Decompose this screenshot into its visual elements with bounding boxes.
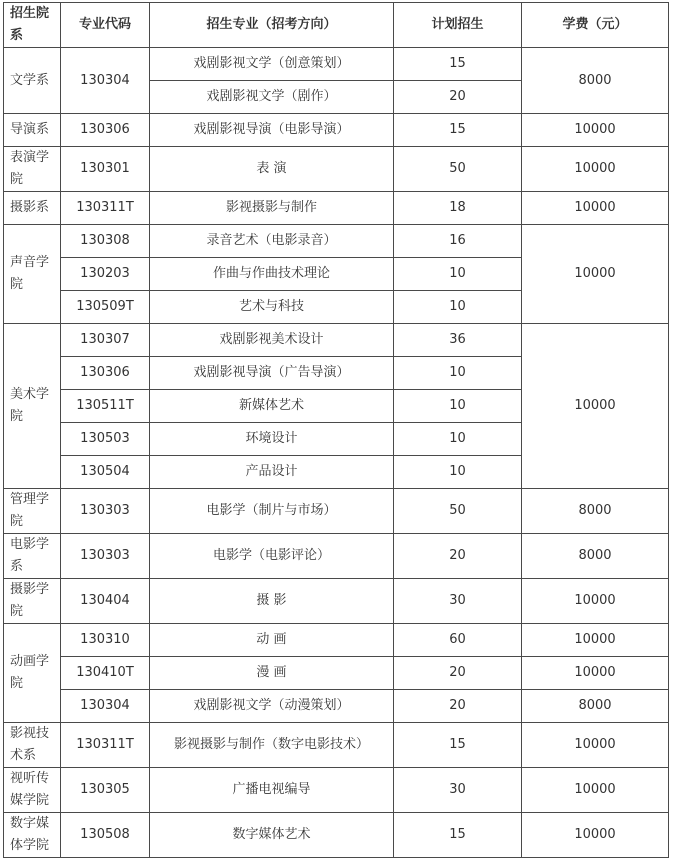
table-row — [4, 723, 669, 768]
major-name-cell: 漫 画 — [150, 657, 394, 690]
fee-cell: 10000 — [522, 114, 669, 147]
major-code-cell: 130311T — [61, 192, 150, 225]
plan-cell: 20 — [394, 81, 522, 114]
department-cell: 文学系 — [4, 48, 61, 114]
header-row — [4, 3, 669, 48]
major-code-cell: 130310 — [61, 624, 150, 657]
header-fee: 学费（元） — [522, 3, 669, 48]
major-name-cell: 戏剧影视文学（动漫策划） — [150, 690, 394, 723]
table-row — [4, 48, 669, 81]
plan-cell: 10 — [394, 357, 522, 390]
fee-cell: 10000 — [522, 225, 669, 324]
major-name-cell: 戏剧影视文学（创意策划） — [150, 48, 394, 81]
plan-cell: 10 — [394, 390, 522, 423]
major-code-cell: 130304 — [61, 48, 150, 114]
table-row — [4, 768, 669, 813]
major-name-cell: 电影学（制片与市场） — [150, 489, 394, 534]
fee-cell: 10000 — [522, 768, 669, 813]
table-row — [4, 579, 669, 624]
table-row — [4, 534, 669, 579]
major-name-cell: 动 画 — [150, 624, 394, 657]
department-cell: 影视技术系 — [4, 723, 61, 768]
department-cell: 数字媒体学院 — [4, 813, 61, 858]
plan-cell: 16 — [394, 225, 522, 258]
plan-cell: 20 — [394, 534, 522, 579]
plan-cell: 30 — [394, 768, 522, 813]
major-code-cell: 130305 — [61, 768, 150, 813]
fee-cell: 8000 — [522, 534, 669, 579]
fee-cell: 10000 — [522, 324, 669, 489]
department-cell: 摄影系 — [4, 192, 61, 225]
department-cell: 管理学院 — [4, 489, 61, 534]
major-name-cell: 影视摄影与制作（数字电影技术） — [150, 723, 394, 768]
major-code-cell: 130307 — [61, 324, 150, 357]
department-cell: 动画学院 — [4, 624, 61, 723]
major-name-cell: 广播电视编导 — [150, 768, 394, 813]
fee-cell: 10000 — [522, 657, 669, 690]
plan-cell: 10 — [394, 456, 522, 489]
fee-cell: 10000 — [522, 624, 669, 657]
major-name-cell: 艺术与科技 — [150, 291, 394, 324]
plan-cell: 60 — [394, 624, 522, 657]
department-cell: 视听传媒学院 — [4, 768, 61, 813]
major-name-cell: 戏剧影视文学（剧作） — [150, 81, 394, 114]
table-row — [4, 192, 669, 225]
plan-cell: 18 — [394, 192, 522, 225]
table-row — [4, 114, 669, 147]
major-name-cell: 影视摄影与制作 — [150, 192, 394, 225]
fee-cell: 8000 — [522, 489, 669, 534]
plan-cell: 50 — [394, 489, 522, 534]
plan-cell: 15 — [394, 114, 522, 147]
table-row — [4, 147, 669, 192]
major-code-cell: 130304 — [61, 690, 150, 723]
header-code: 专业代码 — [61, 3, 150, 48]
major-name-cell: 摄 影 — [150, 579, 394, 624]
major-name-cell: 电影学（电影评论） — [150, 534, 394, 579]
major-name-cell: 环境设计 — [150, 423, 394, 456]
fee-cell: 8000 — [522, 48, 669, 114]
admissions-table — [3, 2, 669, 858]
table-row — [4, 690, 669, 723]
fee-cell: 10000 — [522, 147, 669, 192]
table-row — [4, 324, 669, 357]
major-code-cell: 130306 — [61, 357, 150, 390]
major-name-cell: 数字媒体艺术 — [150, 813, 394, 858]
plan-cell: 10 — [394, 423, 522, 456]
major-code-cell: 130306 — [61, 114, 150, 147]
header-department: 招生院系 — [4, 3, 61, 48]
table-row — [4, 657, 669, 690]
department-cell: 摄影学院 — [4, 579, 61, 624]
major-code-cell: 130511T — [61, 390, 150, 423]
fee-cell: 8000 — [522, 690, 669, 723]
header-plan: 计划招生 — [394, 3, 522, 48]
plan-cell: 20 — [394, 690, 522, 723]
plan-cell: 36 — [394, 324, 522, 357]
major-code-cell: 130503 — [61, 423, 150, 456]
table-row — [4, 489, 669, 534]
major-name-cell: 戏剧影视美术设计 — [150, 324, 394, 357]
major-name-cell: 新媒体艺术 — [150, 390, 394, 423]
fee-cell: 10000 — [522, 723, 669, 768]
major-name-cell: 作曲与作曲技术理论 — [150, 258, 394, 291]
major-name-cell: 表 演 — [150, 147, 394, 192]
major-name-cell: 录音艺术（电影录音） — [150, 225, 394, 258]
department-cell: 表演学院 — [4, 147, 61, 192]
major-name-cell: 戏剧影视导演（电影导演） — [150, 114, 394, 147]
department-cell: 电影学系 — [4, 534, 61, 579]
major-code-cell: 130311T — [61, 723, 150, 768]
table-row — [4, 624, 669, 657]
plan-cell: 20 — [394, 657, 522, 690]
plan-cell: 50 — [394, 147, 522, 192]
fee-cell: 10000 — [522, 813, 669, 858]
header-major: 招生专业（招考方向） — [150, 3, 394, 48]
plan-cell: 15 — [394, 723, 522, 768]
table-row — [4, 225, 669, 258]
major-code-cell: 130303 — [61, 534, 150, 579]
major-code-cell: 130404 — [61, 579, 150, 624]
department-cell: 导演系 — [4, 114, 61, 147]
plan-cell: 10 — [394, 291, 522, 324]
plan-cell: 15 — [394, 813, 522, 858]
major-name-cell: 产品设计 — [150, 456, 394, 489]
department-cell: 声音学院 — [4, 225, 61, 324]
major-code-cell: 130203 — [61, 258, 150, 291]
plan-cell: 30 — [394, 579, 522, 624]
major-code-cell: 130308 — [61, 225, 150, 258]
major-code-cell: 130509T — [61, 291, 150, 324]
major-code-cell: 130504 — [61, 456, 150, 489]
major-code-cell: 130410T — [61, 657, 150, 690]
table-row — [4, 813, 669, 858]
fee-cell: 10000 — [522, 579, 669, 624]
major-code-cell: 130301 — [61, 147, 150, 192]
plan-cell: 15 — [394, 48, 522, 81]
department-cell: 美术学院 — [4, 324, 61, 489]
major-name-cell: 戏剧影视导演（广告导演） — [150, 357, 394, 390]
fee-cell: 10000 — [522, 192, 669, 225]
major-code-cell: 130508 — [61, 813, 150, 858]
plan-cell: 10 — [394, 258, 522, 291]
major-code-cell: 130303 — [61, 489, 150, 534]
